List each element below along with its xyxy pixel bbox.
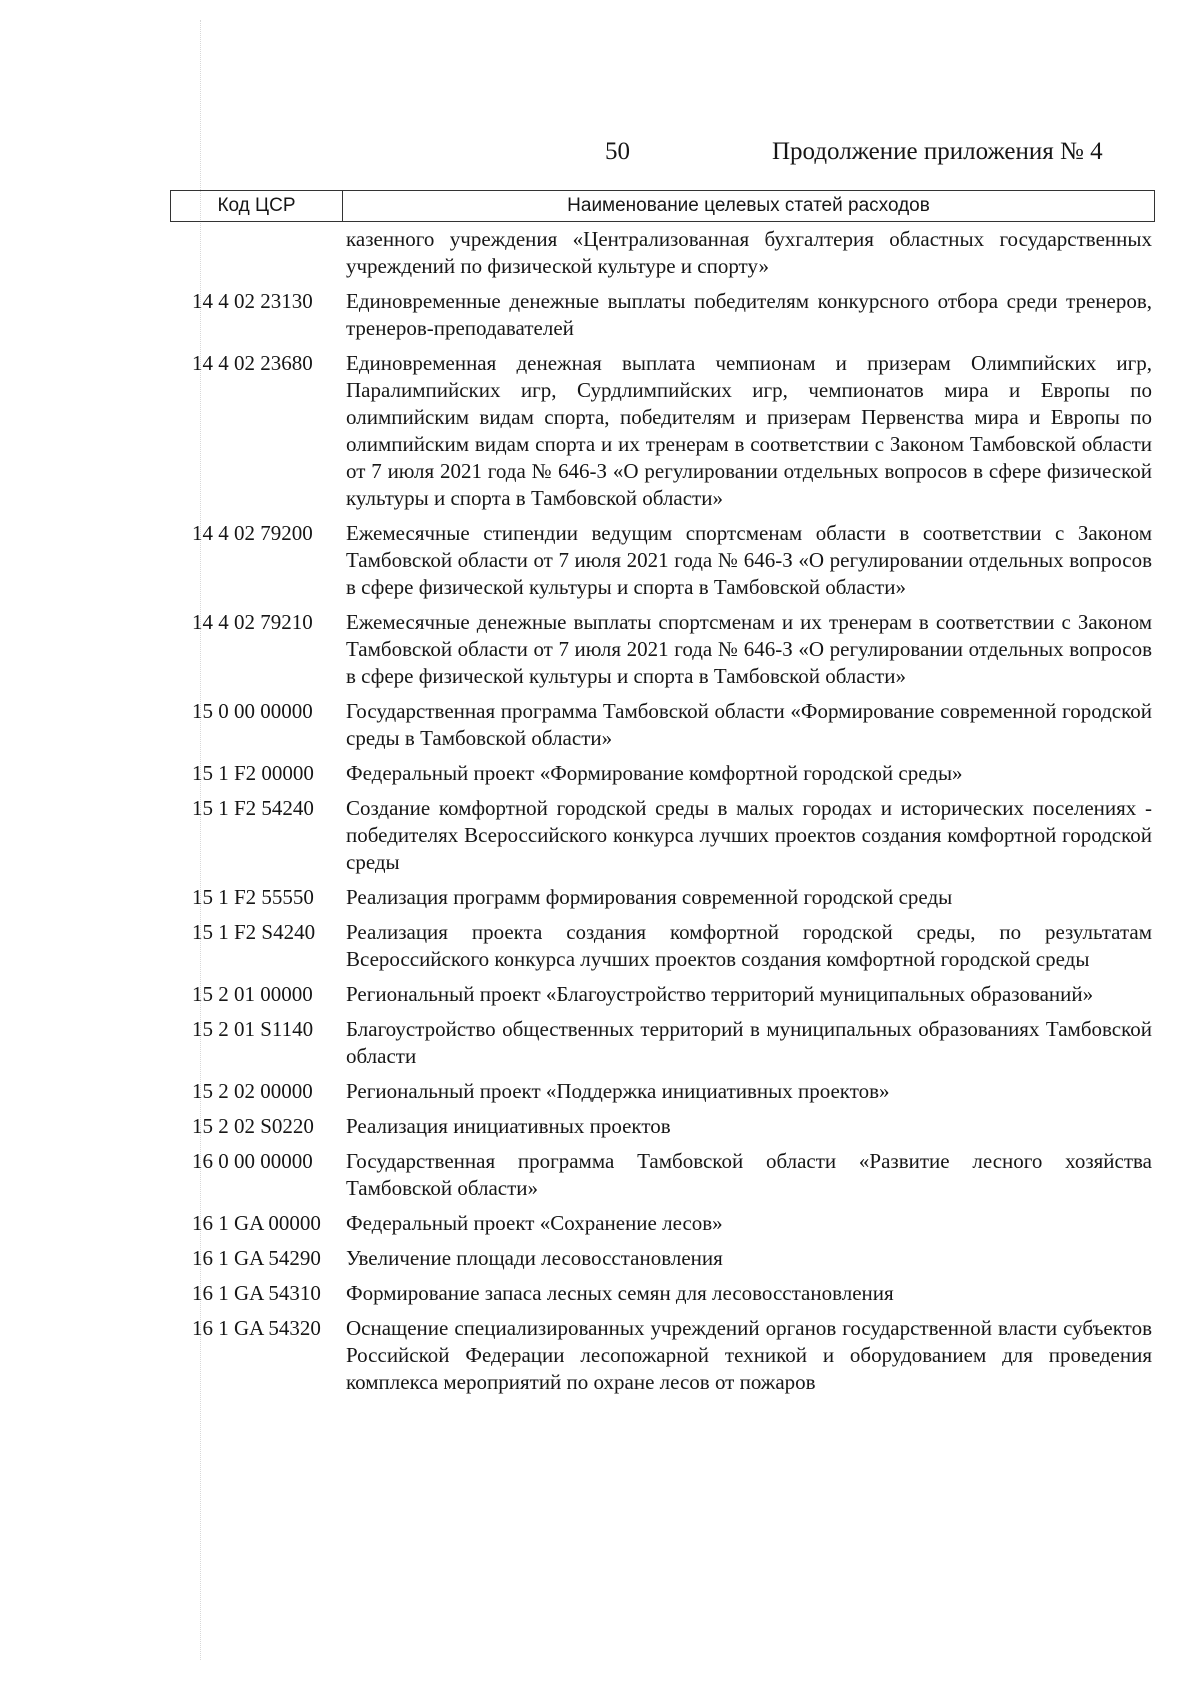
row-name: Единовременные денежные выплаты победителям конкурсного отбора среди тренеров, тренеров-преподавателей <box>346 289 1152 340</box>
row-code: 14 4 02 79200 <box>192 521 313 545</box>
row-code: 15 0 00 00000 <box>192 699 313 723</box>
row-code: 15 1 F2 55550 <box>192 885 314 909</box>
column-header-code: Код ЦСР <box>171 191 343 221</box>
row-name: Единовременная денежная выплата чемпионам и призерам Олимпийских игр, Паралимпийских игр, Сурдлимпийских игр, чемпионатов мира и Европы по олимпийским видам спорта, победителям и призерам Первенства мира и Европы по олимпийским видам спорта и их тренерам в соответствии с Законом Тамбовской области от 7 июля 2021 года № 646-З «О регулировании отдельных вопросов в сфере физической культуры и спорта в Тамбовской области» <box>346 351 1152 510</box>
table-row <box>170 760 1155 787</box>
table-row <box>170 1315 1155 1396</box>
table-row <box>170 288 1155 342</box>
table-row <box>170 350 1155 512</box>
table-row <box>170 520 1155 601</box>
table-row <box>170 1210 1155 1237</box>
row-code: 14 4 02 23680 <box>192 351 313 375</box>
table-row <box>170 1245 1155 1272</box>
row-code: 16 1 GA 54320 <box>192 1316 321 1340</box>
row-name: Реализация программ формирования современной городской среды <box>346 885 953 909</box>
column-header-name: Наименование целевых статей расходов <box>567 195 930 216</box>
row-code: 15 1 F2 S4240 <box>192 920 316 944</box>
row-name: Ежемесячные стипендии ведущим спортсменам области в соответствии с Законом Тамбовской области от 7 июля 2021 года № 646-З «О регулировании отдельных вопросов в сфере физической культуры и спорта в Тамбовской области» <box>346 521 1152 599</box>
table-row <box>170 919 1155 973</box>
row-code: 15 1 F2 54240 <box>192 796 314 820</box>
table-row <box>170 1016 1155 1070</box>
table-row <box>170 1078 1155 1105</box>
row-code: 14 4 02 79210 <box>192 610 313 634</box>
table-row <box>170 795 1155 876</box>
row-code: 16 1 GA 54290 <box>192 1246 321 1270</box>
row-code: 16 1 GA 54310 <box>192 1281 321 1305</box>
table-row <box>170 884 1155 911</box>
row-name: Реализация проекта создания комфортной городской среды, по результатам Всероссийского конкурса лучших проектов создания комфортной городской среды <box>346 920 1152 971</box>
table-row <box>170 1113 1155 1140</box>
row-name: Формирование запаса лесных семян для лесовосстановления <box>346 1281 894 1305</box>
table-row <box>170 609 1155 690</box>
table-row <box>170 1148 1155 1202</box>
page-number: 50 <box>605 138 630 165</box>
row-code: 15 2 01 S1140 <box>192 1017 314 1041</box>
row-name: Региональный проект «Поддержка инициативных проектов» <box>346 1079 890 1103</box>
page-header <box>0 138 1200 178</box>
row-name: Федеральный проект «Сохранение лесов» <box>346 1211 723 1235</box>
row-code: 14 4 02 23130 <box>192 289 313 313</box>
row-name: Увеличение площади лесовосстановления <box>346 1246 723 1270</box>
row-code: 15 2 02 00000 <box>192 1079 313 1103</box>
table-row <box>170 698 1155 752</box>
row-name: Государственная программа Тамбовской области «Формирование современной городской среды в Тамбовской области» <box>346 699 1152 750</box>
row-code: 16 0 00 00000 <box>192 1149 313 1173</box>
table-row <box>170 981 1155 1008</box>
row-code: 15 2 02 S0220 <box>192 1114 314 1138</box>
row-code: 15 1 F2 00000 <box>192 761 314 785</box>
table-row <box>170 226 1155 280</box>
row-name: Оснащение специализированных учреждений органов государственной власти субъектов Российской Федерации лесопожарной техникой и оборудованием для проведения комплекса мероприятий по охране лесов от пожаров <box>346 1316 1152 1394</box>
row-name: Региональный проект «Благоустройство территорий муниципальных образований» <box>346 982 1094 1006</box>
appendix-caption: Продолжение приложения № 4 <box>772 138 1103 165</box>
row-code: 15 2 01 00000 <box>192 982 313 1006</box>
row-name: Ежемесячные денежные выплаты спортсменам и их тренерам в соответствии с Законом Тамбовской области от 7 июля 2021 года № 646-З «О регулировании отдельных вопросов в сфере физической культуры и спорта в Тамбовской области» <box>346 610 1152 688</box>
row-name: Государственная программа Тамбовской области «Развитие лесного хозяйства Тамбовской области» <box>346 1149 1152 1200</box>
row-code <box>170 226 342 280</box>
row-name: Создание комфортной городской среды в малых городах и исторических поселениях - победителях Всероссийского конкурса лучших проектов создания комфортной городской среды <box>346 796 1152 874</box>
table-body <box>170 226 1155 1404</box>
row-name: Благоустройство общественных территорий в муниципальных образованиях Тамбовской области <box>346 1017 1152 1068</box>
table-header <box>170 190 1155 222</box>
row-name: казенного учреждения «Централизованная бухгалтерия областных государственных учреждений по физической культуре и спорту» <box>346 227 1152 278</box>
row-name: Реализация инициативных проектов <box>346 1114 671 1138</box>
table-row <box>170 1280 1155 1307</box>
row-name: Федеральный проект «Формирование комфортной городской среды» <box>346 761 963 785</box>
row-code: 16 1 GA 00000 <box>192 1211 321 1235</box>
